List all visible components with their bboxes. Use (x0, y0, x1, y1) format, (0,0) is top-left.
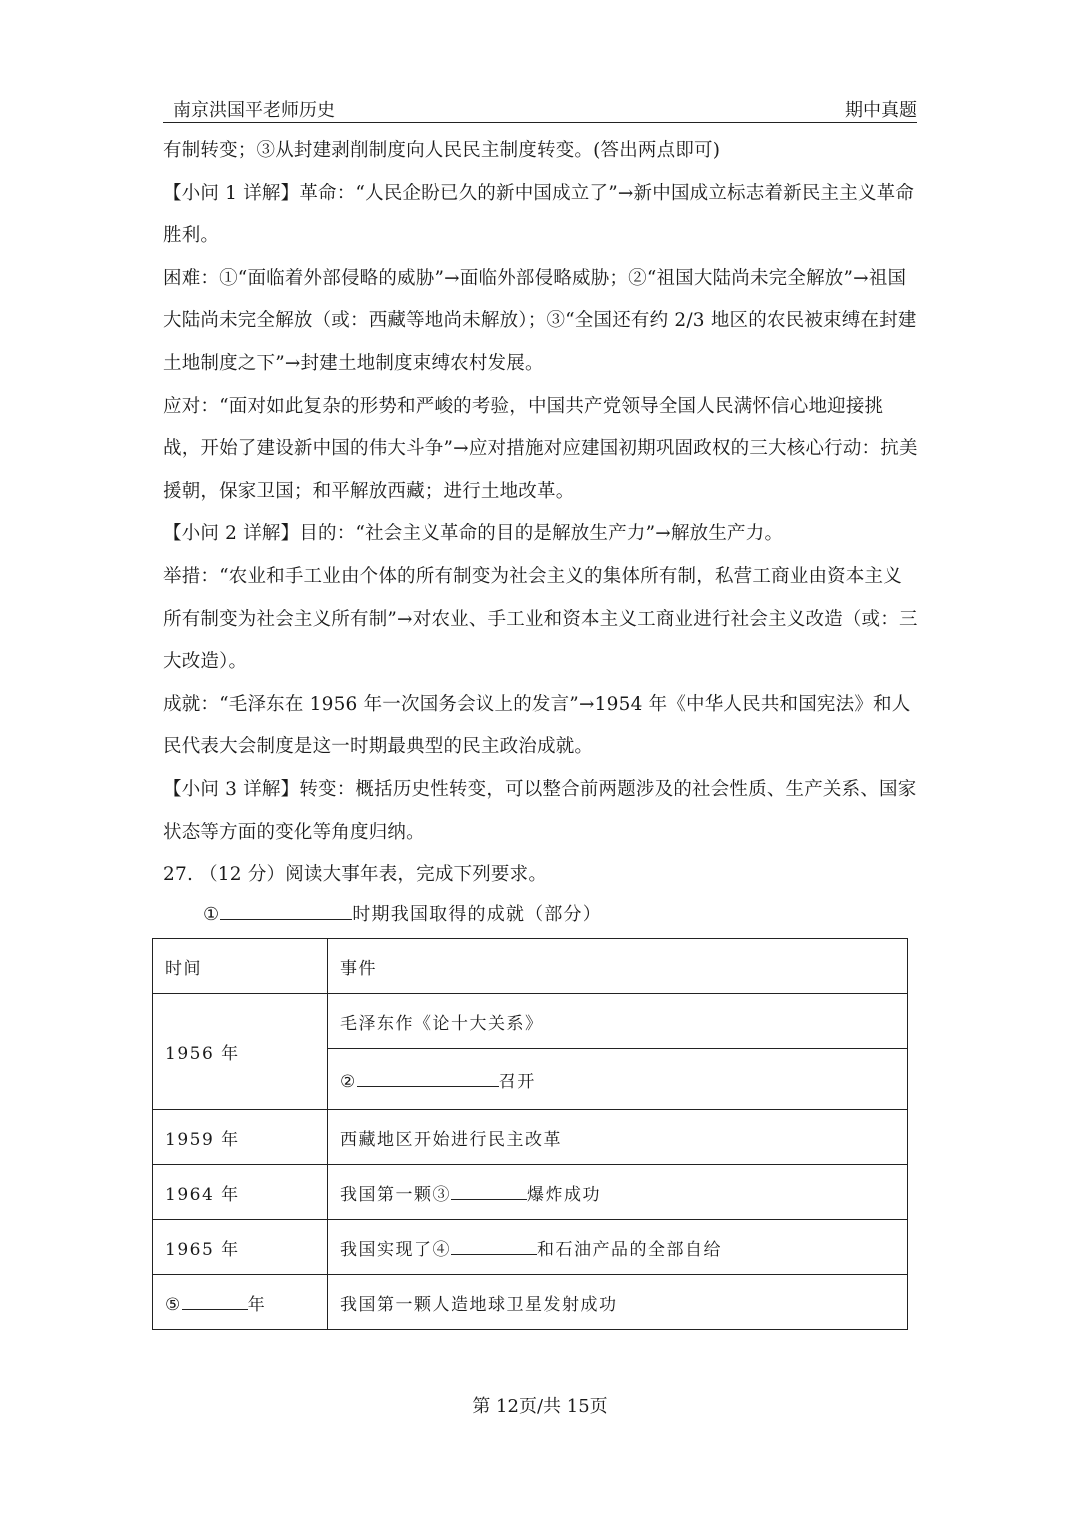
blank-suffix: 召开 (498, 1071, 536, 1092)
table-row (153, 1110, 908, 1165)
paragraph: 困难：①“面临着外部侵略的威胁”→面临外部侵略威胁；②“祖国大陆尚未完全解放”→祖国大陆尚未完全解放（或：西藏等地尚未解放）；③“全国还有约 2/3 地区的农民被束缚在封建土地制度之下”→封建土地制度束缚农村发展。 (163, 267, 917, 374)
blank-suffix: 爆炸成功 (527, 1184, 601, 1205)
header-title: 期中真题 (845, 100, 917, 121)
cell-time: 1965 年 (153, 1220, 328, 1275)
fill-blank-1 (220, 901, 352, 920)
cell-event (328, 1049, 908, 1110)
header-event: 事件 (328, 939, 908, 994)
table-row (153, 1220, 908, 1275)
blank-prefix: 我国第一颗③ (340, 1184, 451, 1205)
cell-event: 我国第一颗人造地球卫星发射成功 (328, 1275, 908, 1330)
paragraph: 【小问 3 详解】转变：概括历史性转变，可以整合前两题涉及的社会性质、生产关系、国家状态等方面的变化等角度归纳。 (163, 778, 917, 843)
question-27-title: 27. （12 分）阅读大事年表，完成下列要求。 (163, 864, 548, 886)
fill-blank-4 (451, 1236, 537, 1255)
answer-explanation (163, 130, 919, 897)
page-footer: 第 12页/共 15页 (472, 1396, 608, 1417)
events-table (152, 938, 908, 1330)
cell-event (328, 1165, 908, 1220)
cell-time: 1956 年 (153, 994, 328, 1110)
blank-prefix: ⑤ (165, 1294, 182, 1315)
fill-blank-2 (357, 1068, 499, 1087)
cell-event: 毛泽东作《论十大关系》 (328, 994, 908, 1049)
cell-event: 西藏地区开始进行民主改革 (328, 1110, 908, 1165)
table-row (153, 1165, 908, 1220)
paragraph: 有制转变；③从封建剥削制度向人民民主制度转变。(答出两点即可) (163, 140, 721, 161)
fill-blank-5 (182, 1291, 248, 1310)
blank-suffix: 和石油产品的全部自给 (537, 1239, 722, 1260)
page-header (163, 100, 917, 123)
cell-time (153, 1275, 328, 1330)
cell-time: 1964 年 (153, 1165, 328, 1220)
cell-event (328, 1220, 908, 1275)
paragraph: 【小问 1 详解】革命：“人民企盼已久的新中国成立了”→新中国成立标志着新民主主义革命胜利。 (163, 182, 915, 247)
caption-prefix: ① (203, 904, 221, 925)
blank-prefix: ② (340, 1071, 357, 1092)
caption-suffix: 时期我国取得的成就（部分） (352, 904, 602, 925)
table-header-row (153, 939, 908, 994)
header-time: 时间 (153, 939, 328, 994)
blank-suffix: 年 (247, 1294, 267, 1315)
cell-time: 1959 年 (153, 1110, 328, 1165)
table-caption (203, 900, 602, 930)
paragraph: 成就：“毛泽东在 1956 年一次国务会议上的发言”→1954 年《中华人民共和国宪法》和人民代表大会制度是这一时期最典型的民主政治成就。 (163, 693, 911, 758)
paragraph: 举措：“农业和手工业由个体的所有制变为社会主义的集体所有制，私营工商业由资本主义所有制变为社会主义所有制”→对农业、手工业和资本主义工商业进行社会主义改造（或：三大改造）。 (163, 565, 918, 673)
table-row (153, 1275, 908, 1330)
table-row (153, 994, 908, 1049)
paragraph: 应对：“面对如此复杂的形势和严峻的考验，中国共产党领导全国人民满怀信心地迎接挑战，开始了建设新中国的伟大斗争”→应对措施对应建国初期巩固政权的三大核心行动：抗美援朝，保家卫国；和平解放西藏；进行土地改革。 (163, 395, 918, 502)
paragraph: 【小问 2 详解】目的：“社会主义革命的目的是解放生产力”→解放生产力。 (163, 523, 784, 545)
header-author: 南京洪国平老师历史 (173, 100, 335, 121)
fill-blank-3 (451, 1181, 527, 1200)
blank-prefix: 我国实现了④ (340, 1239, 451, 1260)
